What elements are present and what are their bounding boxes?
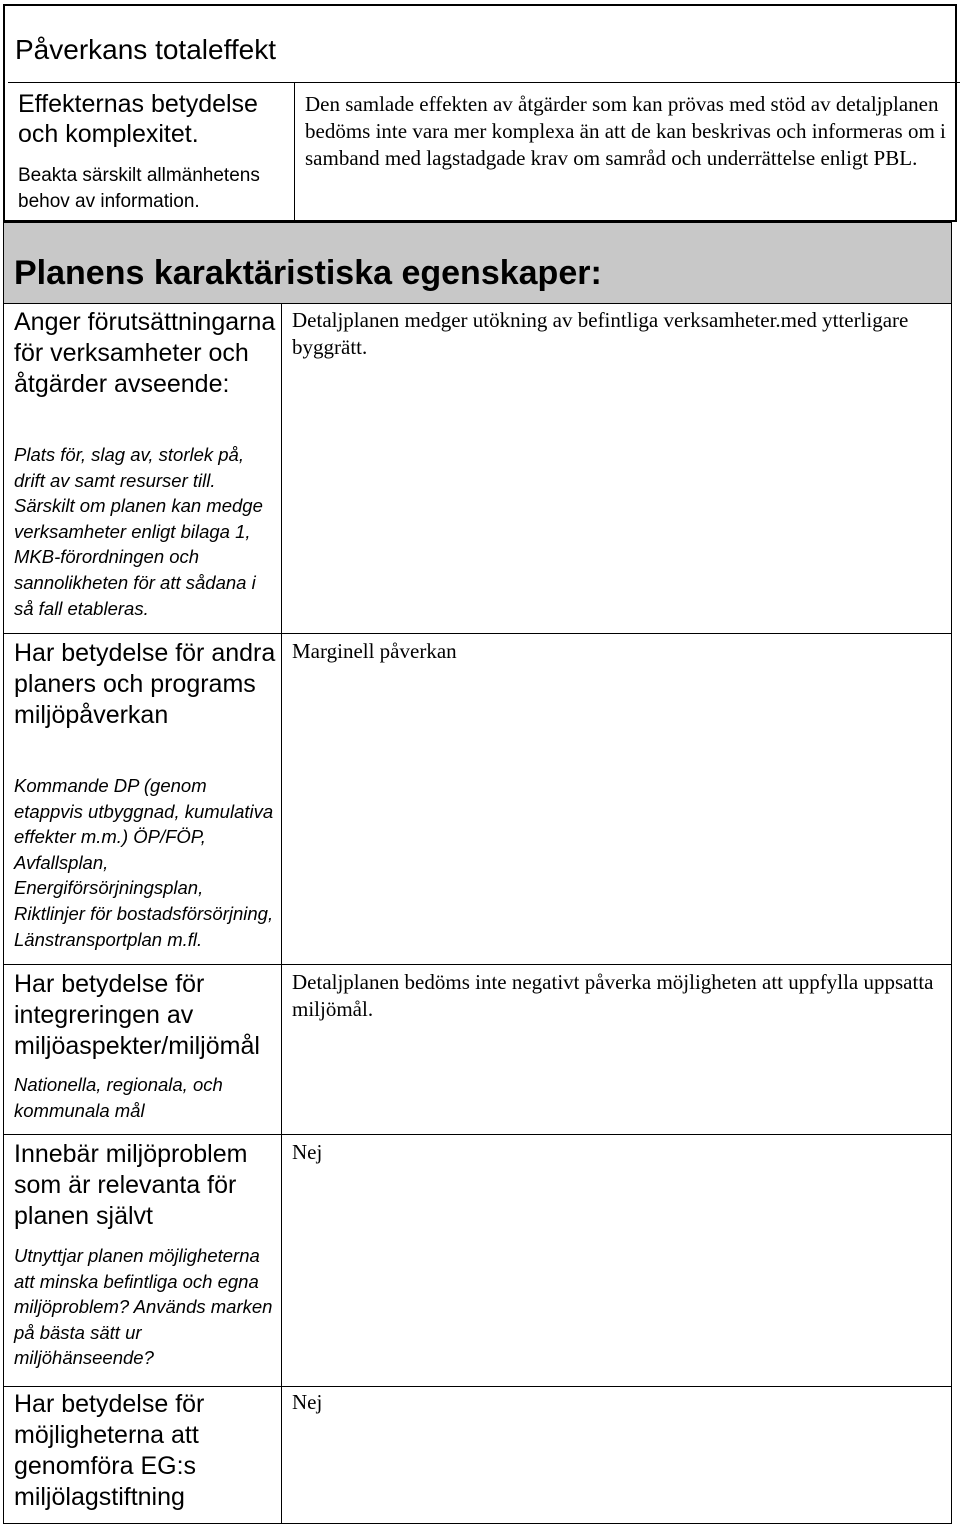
table-row [4, 965, 951, 1135]
row-note: Plats för, slag av, storlek på, drift av samt resurser till. Särskilt om planen kan medge verksamheter enligt bilaga 1, MKB-förordningen och sannolikheten för att sådana i så fall etableras. [14, 444, 263, 619]
row-note: Utnyttjar planen möjligheterna att minska befintliga och egna miljöproblem? Används marken på bästa sätt ur miljöhänseende? [14, 1245, 273, 1369]
row-heading: Har betydelse för integreringen av miljöaspekter/miljömål [14, 970, 260, 1060]
row-answer-text: Nej [292, 1390, 323, 1414]
section-title: Påverkans totaleffekt [15, 34, 276, 65]
table-row [4, 1135, 951, 1387]
row-heading: Innebär miljöproblem som är relevanta för planen självt [14, 1140, 248, 1230]
row-answer-text: Detaljplanen bedöms inte negativt påverka möjligheten att uppfylla uppsatta miljömål. [292, 970, 934, 1021]
row-answer-text: Marginell påverkan [292, 639, 457, 663]
row-heading: Effekternas betydelse och komplexitet. [18, 90, 258, 148]
row-note: Kommande DP (genom etappvis utbyggnad, kumulativa effekter m.m.) ÖP/FÖP, Avfallsplan, Energiförsörjningsplan, Riktlinjer för bostadsförsörjning, Länstransportplan m.fl. [14, 775, 274, 950]
effects-row [8, 82, 960, 227]
table-row [4, 1387, 951, 1523]
section-header [4, 223, 951, 304]
row-note: Beakta särskilt allmänhetens behov av information. [18, 165, 260, 212]
row-label-cell [8, 83, 295, 227]
total-effect-section [3, 4, 957, 222]
row-heading: Anger förutsättningarna för verksamheter och åtgärder avseende: [14, 308, 276, 398]
row-note: Nationella, regionala, och kommunala mål [14, 1074, 223, 1121]
row-heading: Har betydelse för andra planers och programs miljöpåverkan [14, 639, 276, 729]
row-answer-text: Den samlade effekten av åtgärder som kan prövas med stöd av detaljplanen bedöms inte vara mer komplexa än att de kan beskrivas och informeras om i samband med lagstadgade krav om samråd och underrättelse enligt PBL. [305, 92, 946, 170]
table-row [4, 634, 951, 965]
table-row [4, 303, 951, 634]
row-answer-text: Detaljplanen medger utökning av befintliga verksamheter.med ytterligare byggrätt. [292, 308, 909, 359]
row-heading: Har betydelse för möjligheterna att genomföra EG:s miljölagstiftning [14, 1390, 205, 1511]
plan-characteristics-section [3, 222, 952, 1524]
row-answer-text: Nej [292, 1140, 323, 1164]
section-title: Planens karaktäristiska egenskaper: [14, 254, 602, 292]
